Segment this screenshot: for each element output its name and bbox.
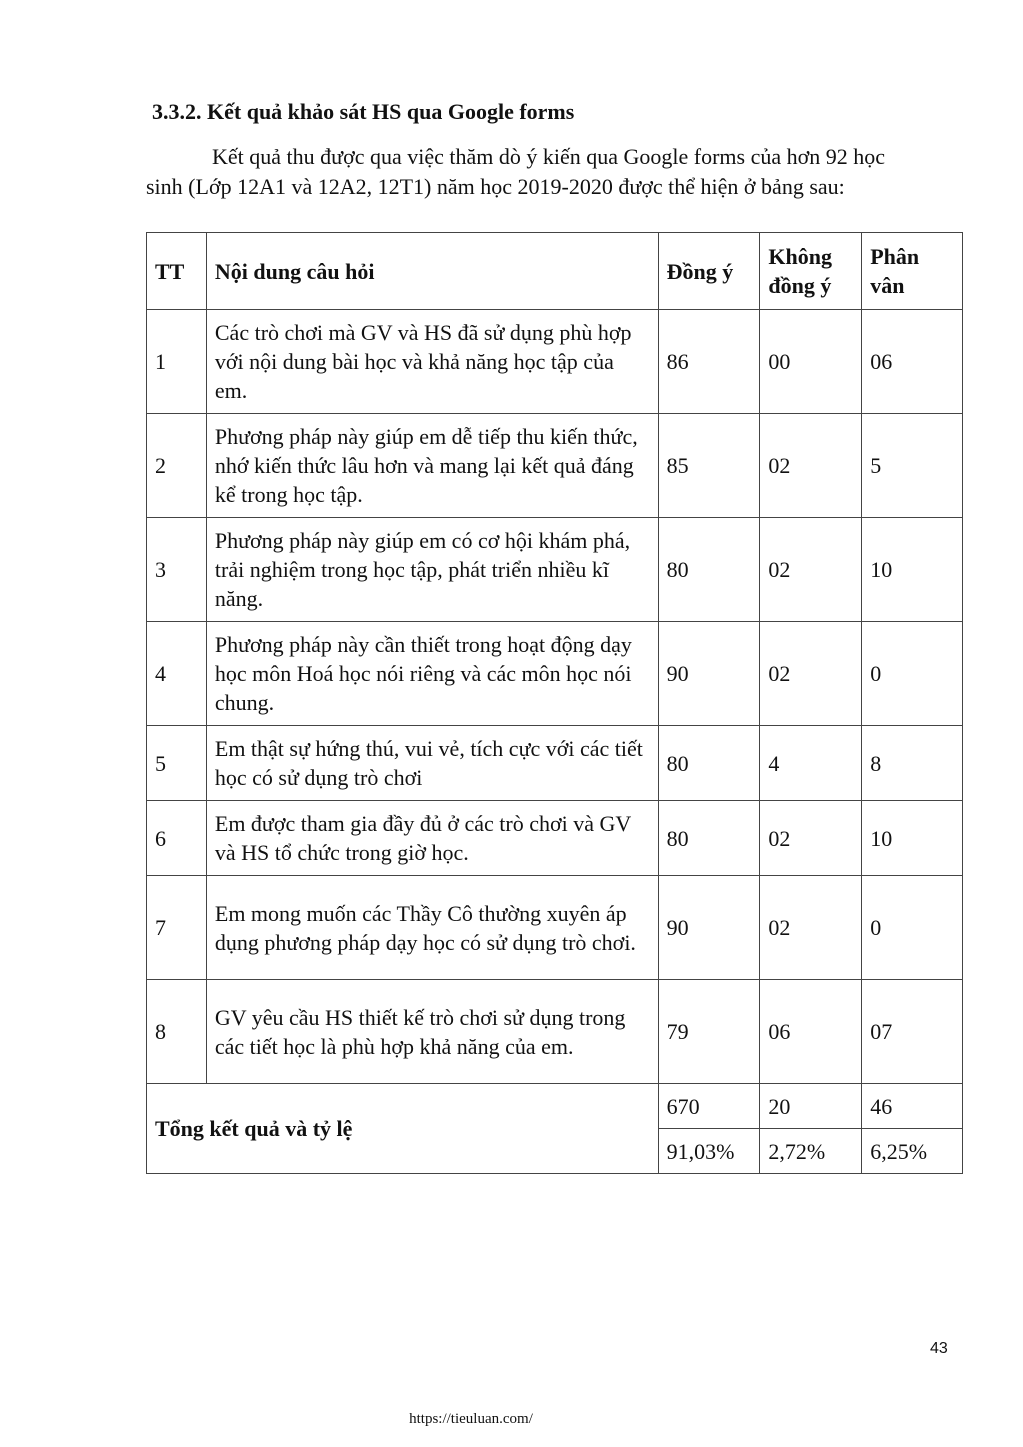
total-disagree-count: 20 — [760, 1084, 862, 1129]
total-label: Tổng kết quả và tỷ lệ — [147, 1084, 659, 1174]
row-disagree: 02 — [760, 518, 862, 622]
row-question: Em được tham gia đầy đủ ở các trò chơi và GV và HS tổ chức trong giờ học. — [206, 801, 658, 876]
page-number: 43 — [930, 1340, 948, 1357]
row-neutral: 06 — [862, 310, 963, 414]
total-disagree-percent: 2,72% — [760, 1129, 862, 1174]
row-number: 4 — [147, 622, 207, 726]
total-counts-row — [147, 1084, 963, 1129]
row-disagree: 02 — [760, 414, 862, 518]
total-agree-percent: 91,03% — [658, 1129, 760, 1174]
header-tt: TT — [147, 233, 207, 310]
row-neutral: 10 — [862, 801, 963, 876]
table-header-row — [147, 233, 963, 310]
row-question: Em mong muốn các Thầy Cô thường xuyên áp dụng phương pháp dạy học có sử dụng trò chơi. — [206, 876, 658, 980]
intro-paragraph — [146, 142, 926, 202]
row-disagree: 02 — [760, 622, 862, 726]
header-disagree: Không đồng ý — [760, 233, 862, 310]
row-neutral: 5 — [862, 414, 963, 518]
table-row — [147, 310, 963, 414]
row-number: 5 — [147, 726, 207, 801]
row-number: 1 — [147, 310, 207, 414]
row-disagree: 02 — [760, 876, 862, 980]
section-heading: 3.3.2. Kết quả khảo sát HS qua Google forms — [152, 99, 575, 124]
row-question: Phương pháp này cần thiết trong hoạt động dạy học môn Hoá học nói riêng và các môn học nói chung. — [206, 622, 658, 726]
table-row — [147, 876, 963, 980]
row-neutral: 0 — [862, 622, 963, 726]
row-agree: 90 — [658, 876, 760, 980]
intro-text: Kết quả thu được qua việc thăm dò ý kiến qua Google forms của hơn 92 học sinh (Lớp 12A1 và 12A2, 12T1) năm học 2019-2020 được thể hiện ở bảng sau: — [146, 144, 886, 199]
row-question: GV yêu cầu HS thiết kế trò chơi sử dụng trong các tiết học là phù hợp khả năng của em. — [206, 980, 658, 1084]
row-agree: 86 — [658, 310, 760, 414]
table-row — [147, 518, 963, 622]
row-number: 6 — [147, 801, 207, 876]
total-neutral-percent: 6,25% — [862, 1129, 963, 1174]
header-neutral: Phân vân — [862, 233, 963, 310]
row-neutral: 10 — [862, 518, 963, 622]
row-question: Phương pháp này giúp em dễ tiếp thu kiến thức, nhớ kiến thức lâu hơn và mang lại kết quả đáng kể trong học tập. — [206, 414, 658, 518]
row-question: Phương pháp này giúp em có cơ hội khám phá, trải nghiệm trong học tập, phát triển nhiều kĩ năng. — [206, 518, 658, 622]
row-number: 2 — [147, 414, 207, 518]
footer-url-link[interactable]: https://tieuluan.com/ — [409, 1411, 533, 1427]
row-number: 8 — [147, 980, 207, 1084]
table-row — [147, 622, 963, 726]
row-neutral: 07 — [862, 980, 963, 1084]
row-neutral: 0 — [862, 876, 963, 980]
row-question: Các trò chơi mà GV và HS đã sử dụng phù hợp với nội dung bài học và khả năng học tập của em. — [206, 310, 658, 414]
total-agree-count: 670 — [658, 1084, 760, 1129]
row-question: Em thật sự hứng thú, vui vẻ, tích cực với các tiết học có sử dụng trò chơi — [206, 726, 658, 801]
row-agree: 80 — [658, 518, 760, 622]
row-disagree: 02 — [760, 801, 862, 876]
row-agree: 90 — [658, 622, 760, 726]
total-neutral-count: 46 — [862, 1084, 963, 1129]
row-agree: 80 — [658, 726, 760, 801]
row-number: 3 — [147, 518, 207, 622]
row-neutral: 8 — [862, 726, 963, 801]
row-agree: 80 — [658, 801, 760, 876]
header-question: Nội dung câu hỏi — [206, 233, 658, 310]
row-agree: 79 — [658, 980, 760, 1084]
survey-results-table — [146, 232, 963, 1174]
table-row — [147, 801, 963, 876]
row-disagree: 4 — [760, 726, 862, 801]
table-row — [147, 414, 963, 518]
table-row — [147, 980, 963, 1084]
row-disagree: 06 — [760, 980, 862, 1084]
row-number: 7 — [147, 876, 207, 980]
row-agree: 85 — [658, 414, 760, 518]
header-agree: Đồng ý — [658, 233, 760, 310]
table-row — [147, 726, 963, 801]
row-disagree: 00 — [760, 310, 862, 414]
